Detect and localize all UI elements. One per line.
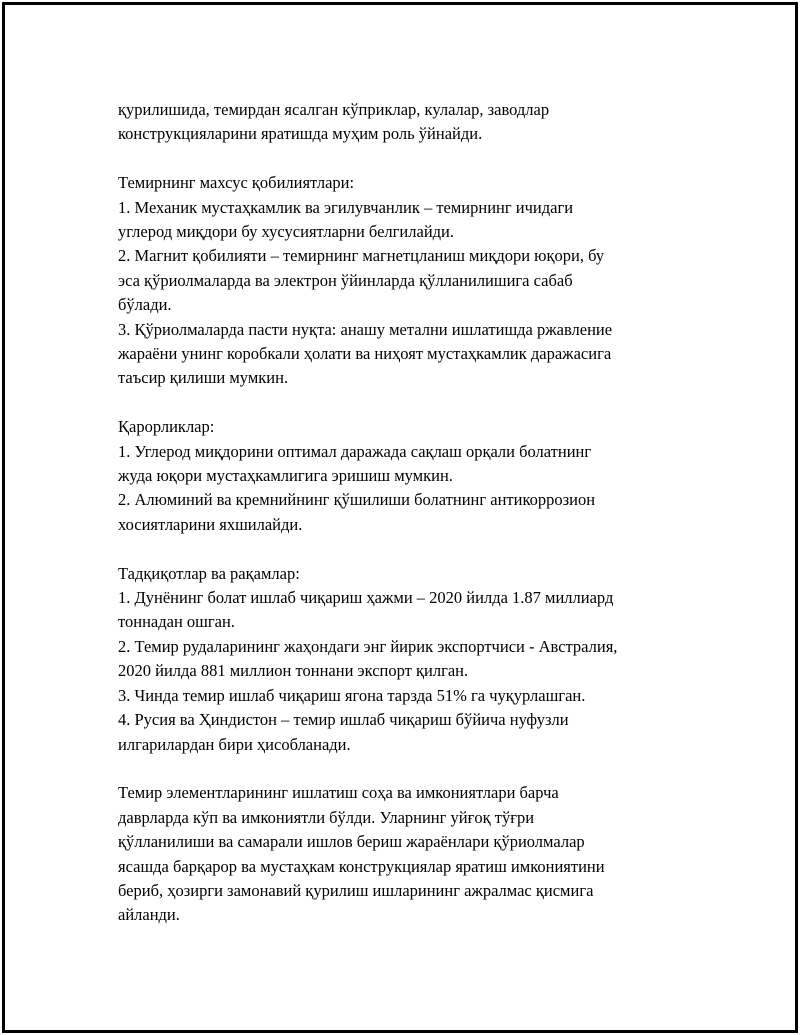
text-line: Қарорликлар: (118, 417, 215, 437)
text-line: бериб, ҳозирги замонавий қурилиш ишларининг ажралмас қисмига (118, 880, 594, 900)
text-line: даврларда кўп ва имкониятли бўлди. Уларнинг уйғоқ тўғри (118, 807, 535, 827)
text-line: Темирнинг махсус қобилиятлари: (118, 173, 355, 193)
text-line: 1. Углерод миқдорини оптимал даражада сақлаш орқали болатнинг (118, 441, 592, 461)
text-line: Темир элементларининг ишлатиш соҳа ва имкониятлари барча (118, 783, 559, 803)
paragraph (118, 171, 718, 391)
text-line: хосиятларини яхшилайди. (118, 514, 303, 534)
text-line: илгарилардан бири ҳисобланади. (118, 734, 351, 754)
text-line: бўлади. (118, 295, 172, 315)
paragraph (118, 98, 718, 147)
text-line: 1. Механик мустаҳкамлик ва эгилувчанлик – темирнинг ичидаги (118, 197, 574, 217)
text-line: тоннадан ошган. (118, 612, 235, 632)
text-line: 2020 йилда 881 миллион тоннани экспорт қилган. (118, 661, 469, 681)
text-line: айланди. (118, 905, 180, 925)
text-line: 3. Чинда темир ишлаб чиқариш ягона тарзда 51% га чуқурлашган. (118, 685, 586, 705)
text-line: ясашда барқарор ва мустаҳкам конструкциялар яратиш имкониятини (118, 856, 605, 876)
text-line: 2. Темир рудаларининг жаҳондаги энг йирик экспортчиси - Австралия, (118, 636, 618, 656)
text-line: 3. Қўриолмаларда пасти нуқта: анашу метални ишлатишда ржавление (118, 319, 613, 339)
text-line: 2. Магнит қобилияти – темирнинг магнетцланиш миқдори юқори, бу (118, 246, 605, 266)
text-line: Тадқиқотлар ва рақамлар: (118, 563, 300, 583)
text-line: конструкцияларини яратишда муҳим роль ўйнайди. (118, 124, 483, 144)
text-line: углерод миқдори бу хусусиятларни белгилайди. (118, 222, 454, 242)
text-line: 1. Дунёнинг болат ишлаб чиқариш ҳажми – 2020 йилда 1.87 миллиард (118, 588, 614, 608)
paragraph (118, 781, 718, 927)
document-body (118, 98, 718, 928)
text-line: 2. Алюминий ва кремнийнинг қўшилиши болатнинг антикоррозион (118, 490, 596, 510)
text-line: 4. Русия ва Ҳиндистон – темир ишлаб чиқариш бўйича нуфузли (118, 710, 569, 730)
paragraph (118, 415, 718, 537)
text-line: қўлланилиши ва самарали ишлов бериш жараёнлари қўриолмалар (118, 832, 585, 852)
text-line: жараёни унинг коробкали ҳолати ва ниҳоят мустаҳкамлик даражасига (118, 344, 612, 364)
text-line: қурилишида, темирдан ясалган кўприклар, кулалар, заводлар (118, 100, 550, 119)
text-line: таъсир қилиши мумкин. (118, 368, 289, 388)
text-line: жуда юқори мустаҳкамлигига эришиш мумкин. (118, 466, 453, 486)
page-frame (2, 2, 798, 1033)
paragraph (118, 562, 718, 757)
text-line: эса қўриолмаларда ва электрон ўйинларда қўлланилишига сабаб (118, 270, 573, 290)
